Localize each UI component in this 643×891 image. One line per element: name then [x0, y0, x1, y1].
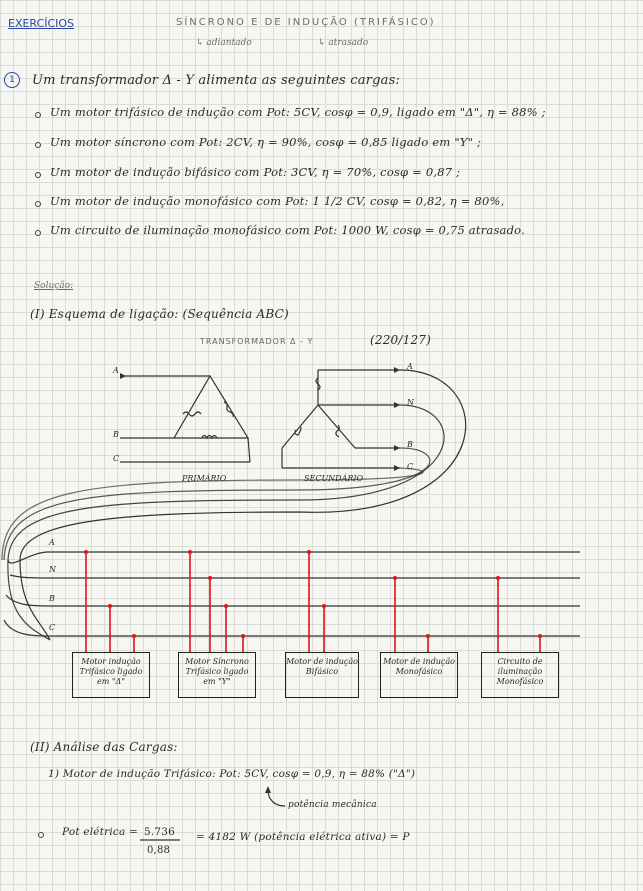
bullet-icon: [38, 832, 44, 838]
load-box-biphase: Motor de indução Bifásico: [285, 652, 359, 698]
bus-label-c: C: [49, 623, 56, 632]
formula-denominator: 0,88: [147, 845, 171, 856]
load-item-2: Um motor síncrono com Pot: 2CV, η = 90%, cosφ = 0,85 ligado em "Y" ;: [50, 135, 482, 149]
voltage-rating: (220/127): [370, 333, 432, 347]
secondary-terminal-a: A: [407, 362, 413, 371]
secondary-terminal-c: C: [407, 462, 414, 471]
formula-result: = 4182 W (potência elétrica ativa) = P: [196, 831, 410, 843]
note-leading: ↳ adiantado: [196, 38, 252, 48]
problem-number: 1: [4, 72, 20, 88]
secondary-terminal-n: N: [407, 398, 414, 407]
primary-terminal-b: B: [113, 430, 119, 439]
analysis-item-1: 1) Motor de indução Trifásico: Pot: 5CV, cosφ = 0,9, η = 88% ("Δ"): [48, 768, 416, 780]
formula-label: Pot elétrica =: [62, 826, 138, 838]
load-box-monophase: Motor de indução Monofásico: [380, 652, 458, 698]
primary-terminal-a: A: [113, 366, 119, 375]
formula-numerator: 5.736: [144, 826, 176, 838]
diagram-title: TRANSFORMADOR Δ - Y: [200, 337, 314, 346]
note-lagging: ↳ atrasado: [318, 38, 369, 48]
load-box-lighting: Circuito de iluminação Monofásico: [481, 652, 559, 698]
secondary-terminal-b: B: [407, 440, 413, 449]
bus-label-a: A: [49, 538, 55, 547]
mechanical-power-note: potência mecânica: [288, 800, 377, 810]
bus-label-n: N: [49, 565, 56, 574]
load-box-synchronous: Motor Síncrono Trifásico ligado em "Y": [178, 652, 256, 698]
secondary-label: SECUNDÁRIO: [304, 474, 364, 483]
part1-heading: (I) Esquema de ligação: (Sequência ABC): [30, 307, 289, 321]
solution-label: Solução:: [34, 281, 74, 291]
subject-heading: SÍNCRONO E DE INDUÇÃO (TRIFÁSICO): [176, 17, 436, 28]
primary-terminal-c: C: [113, 454, 120, 463]
load-item-4: Um motor de indução monofásico com Pot: 1 1/2 CV, cosφ = 0,82, η = 80%,: [50, 194, 505, 208]
problem-statement: Um transformador Δ - Y alimenta as seguintes cargas:: [32, 73, 401, 88]
page-title: EXERCÍCIOS: [8, 17, 75, 30]
part2-heading: (II) Análise das Cargas:: [30, 740, 178, 754]
load-item-3: Um motor de indução bifásico com Pot: 3CV, η = 70%, cosφ = 0,87 ;: [50, 165, 461, 179]
load-item-5: Um circuito de iluminação monofásico com Pot: 1000 W, cosφ = 0,75 atrasado.: [50, 223, 525, 237]
load-box-three-phase-induction: Motor indução Trifásico ligado em "Δ": [72, 652, 150, 698]
primary-delta-winding: [174, 376, 248, 438]
primary-label: PRIMÁRIO: [182, 474, 227, 483]
bus-label-b: B: [49, 594, 55, 603]
load-item-1: Um motor trifásico de indução com Pot: 5CV, cosφ = 0,9, ligado em "Δ", η = 88% ;: [50, 105, 546, 119]
